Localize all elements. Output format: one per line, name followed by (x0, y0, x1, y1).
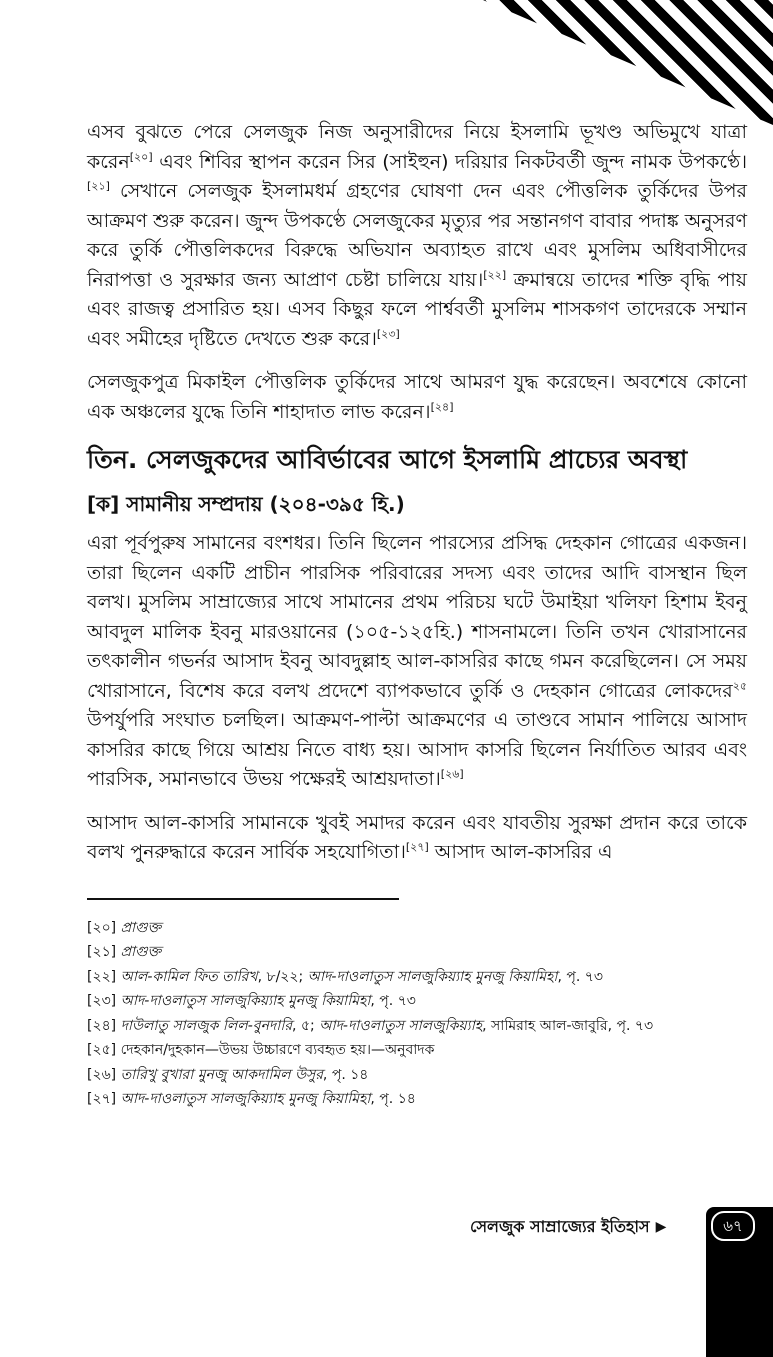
source-title: আদ-দাওলাতুস সালজুকিয়্যাহ মুনজু কিয়ামিহা (116, 1091, 371, 1107)
footnote-list (87, 916, 747, 1112)
footnote-text: , পৃ. ৭৩ (370, 993, 416, 1009)
footnote-text: , পৃ. ৭৩ (557, 968, 603, 985)
page-content (87, 118, 747, 1112)
paragraph-text: ক্রমান্বয়ে তাদের শক্তি বৃদ্ধি পায় এবং রাজত্ব প্রসারিত হয়। এসব কিছুর ফলে পার্শ্ববর্তী মুসলিম শাসকগণ তাদেরকে সম্মান এবং সমীহের দৃষ্টিতে দেখতে শুরু করে। (87, 268, 747, 350)
footnote-marker: [২৩] (376, 327, 400, 341)
paragraph-text: আসাদ আল-কাসরির এ (428, 841, 613, 863)
source-title: আদ-দাওলাতুস সালজুকিয়্যাহ (319, 1017, 483, 1034)
footnote-divider (87, 898, 399, 900)
body-paragraph (87, 118, 747, 354)
section-heading: তিন. সেলজুকদের আবির্ভাবের আগে ইসলামি প্রাচ্যের অবস্থা (87, 445, 688, 474)
body-paragraph (87, 368, 747, 427)
page-number: ৬৭ (711, 1211, 755, 1241)
footnote-number: [২৩] (87, 993, 117, 1009)
subsection-heading: [ক] সামানীয় সম্প্রদায় (২০৪-৩৯৫ হি.) (87, 492, 405, 516)
paragraph-text: এসব বুঝতে পেরে সেলজুক নিজ অনুসারীদের নিয়ে ইসলামি ভূখণ্ড অভিমুখে যাত্রা করেন (87, 121, 747, 173)
body-paragraph (87, 529, 747, 795)
footnote-text: দেহকান/দুহকান—উভয় উচ্চারণে ব্যবহৃত হয়।—অনুবাদক (116, 1042, 435, 1058)
footnote-marker: [২০] (129, 150, 153, 164)
body-section-2 (87, 529, 747, 868)
footnote-item (87, 1063, 747, 1088)
source-title: প্রাগুক্ত (116, 919, 162, 936)
footnote-number: [২১] (87, 944, 117, 960)
footnote-number: [২০] (87, 919, 117, 936)
footnote-marker: [২৭] (405, 840, 429, 854)
footnote-marker: ২৫ (732, 679, 747, 693)
footnote-number: [২২] (87, 968, 117, 985)
body-paragraph (87, 809, 747, 868)
footnote-item (87, 965, 747, 990)
footnote-item (87, 1038, 747, 1063)
footnote-marker: [২৬] (440, 767, 464, 781)
footnote-item (87, 1087, 747, 1112)
source-title: তারিখু বুখারা মুনজু আকদামিল উসুর (116, 1066, 323, 1083)
footnote-text: , ৮/২২; (257, 968, 308, 985)
paragraph-text: আসাদ আল-কাসরি সামানকে খুবই সমাদর করেন এবং যাবতীয় সুরক্ষা প্রদান করে তাকে বলখ পুনরুদ্ধারে করেন সার্বিক সহযোগিতা। (87, 811, 747, 863)
running-footer (470, 1210, 666, 1244)
decorative-stripes (483, 0, 773, 125)
footnote-item (87, 916, 747, 941)
footnote-marker: [২২] (483, 268, 507, 282)
book-title: সেলজুক সাম্রাজ্যের ইতিহাস (470, 1216, 650, 1236)
footnote-item (87, 940, 747, 965)
body-section-1 (87, 118, 747, 427)
footnote-marker: [২৪] (430, 400, 454, 414)
footnote-number: [২৪] (87, 1017, 117, 1034)
footnote-marker: [২১] (87, 179, 110, 193)
footnote-item (87, 989, 747, 1014)
footnote-text: , সামিরাহ আল-জাবুরি, পৃ. ৭৩ (482, 1017, 654, 1034)
paragraph-text: উপর্যুপরি সংঘাত চলছিল। আক্রমণ-পাল্টা আক্রমণের এ তাণ্ডবে সামান পালিয়ে আসাদ কাসরির কাছে গিয়ে আশ্রয় নিতে বাধ্য হয়। আসাদ কাসরি ছিলেন নির্যাতিত আরব এবং পারসিক, সমানভাবে উভয় পক্ষেরই আশ্রয়দাতা। (87, 709, 747, 790)
footnote-item (87, 1014, 747, 1039)
footnote-text: , ৫; (292, 1017, 320, 1034)
source-title: আল-কামিল ফিত তারিখ (116, 968, 258, 985)
paragraph-text: এরা পূর্বপুরুষ সামানের বংশধর। তিনি ছিলেন পারস্যের প্রসিদ্ধ দেহকান গোত্রের একজন। তারা ছিলেন একটি প্রাচীন পারসিক পরিবারের সদস্য এবং তাদের আদি বাসস্থান ছিল বলখ। মুসলিম সাম্রাজ্যের সাথে সামানের প্রথম পরিচয় ঘটে উমাইয়া খলিফা হিশাম ইবনু আবদুল মালিক ইবনু মারওয়ানের (১০৫-১২৫হি.) শাসনামলে। তিনি তখন খোরাসানের তৎকালীন গভর্নর আসাদ ইবনু আবদুল্লাহ আল-কাসরির কাছে গমন করেছিলেন। সে সময় খোরাসানে, বিশেষ করে বলখ প্রদেশে ব্যাপকভাবে তুর্কি ও দেহকান গোত্রের লোকদের (87, 532, 747, 702)
footnote-number: [২৫] (87, 1042, 117, 1058)
source-title: আদ-দাওলাতুস সালজুকিয়্যাহ মুনজু কিয়ামিহা (116, 993, 371, 1009)
source-title: প্রাগুক্ত (116, 944, 162, 960)
triangle-right-icon: ▶ (655, 1219, 667, 1235)
source-title: দাউলাতু সালজুক লিল-বুনদারি (116, 1017, 293, 1034)
footnote-text: , পৃ. ১৪ (322, 1066, 369, 1083)
footnote-text: , পৃ. ১৪ (370, 1091, 416, 1107)
paragraph-text: সেখানে সেলজুক ইসলামধর্ম গ্রহণের ঘোষণা দেন এবং পৌত্তলিক তুর্কিদের উপর আক্রমণ শুরু করেন। জুন্দ উপকণ্ঠে সেলজুকের মৃত্যুর পর সন্তানগণ বাবার পদাঙ্ক অনুসরণ করে তুর্কি পৌত্তলিকদের বিরুদ্ধে অভিযান অব্যাহত রাখে এবং মুসলিম অধিবাসীদের নিরাপত্তা ও সুরক্ষার জন্য আপ্রাণ চেষ্টা চালিয়ে যায়। (87, 180, 747, 291)
paragraph-text: সেলজুকপুত্র মিকাইল পৌত্তলিক তুর্কিদের সাথে আমরণ যুদ্ধ করেছেন। অবশেষে কোনো এক অঞ্চলের যুদ্ধে তিনি শাহাদাত লাভ করেন। (87, 371, 747, 423)
footnote-number: [২৬] (87, 1066, 117, 1083)
source-title: আদ-দাওলাতুস সালজুকিয়্যাহ মুনজু কিয়ামিহা (307, 968, 558, 985)
footnote-number: [২৭] (87, 1091, 117, 1107)
paragraph-text: এবং শিবির স্থাপন করেন সির (সাইহুন) দরিয়ার নিকটবর্তী জুন্দ নামক উপকণ্ঠে। (152, 150, 747, 173)
